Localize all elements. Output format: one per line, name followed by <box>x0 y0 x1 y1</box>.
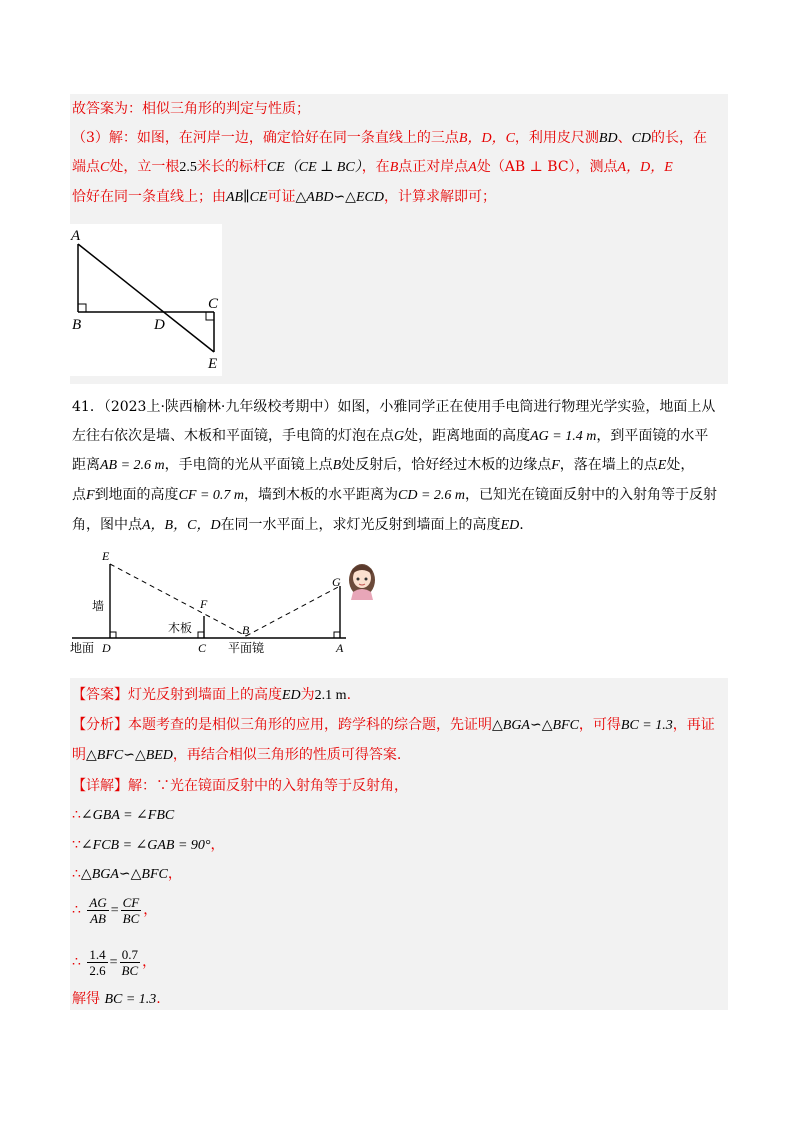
problem-line-1: 41．（2023上·陕西榆林·九年级校考期中）如图，小雅同学正在使用手电筒进行物理光学实验，地面上从 <box>72 399 716 415</box>
label-e: E <box>208 356 218 372</box>
detail-tag: 【详解】 <box>72 778 128 794</box>
detail-step-2: ∵∠FCB = ∠GAB = 90°， <box>72 837 225 853</box>
solution-line-3: 端点C处，立一根2.5米长的标杆CE（CE ⊥ BC），在B点正对岸点A处（AB ⊥ BC），测点A，D，E <box>72 159 673 175</box>
problem-line-2: 左往右依次是墙、木板和平面镜，手电筒的灯泡在点G处，距离地面的高度AG = 1.4 m，到平面镜的水平 <box>72 428 709 444</box>
label-mirror: 平面镜 <box>228 641 265 655</box>
detail-line-1: 【详解】解：∵光在镜面反射中的入射角等于反射角， <box>72 778 408 794</box>
label-a: A <box>71 228 81 244</box>
detail-step-1: ∴∠GBA = ∠FBC <box>72 807 175 823</box>
analysis-line-1: 【分析】本题考查的是相似三角形的应用，跨学科的综合题，先证明△BGA∽△BFC，可得BC = 1.3，再证 <box>72 717 715 733</box>
solution-line-2: （3）解：如图，在河岸一边，确定恰好在同一条直线上的三点B，D，C，利用皮尺测BD、CD的长，在 <box>72 130 708 146</box>
light-path-bg <box>246 586 340 636</box>
detail-step-5: ∴ $\frac{1.4}{2.6}$ = $\frac{0.7}{BC}$ ， <box>72 946 157 978</box>
figure-river-triangles <box>70 224 222 376</box>
label-d2: D <box>102 641 111 655</box>
label-f: F <box>200 597 208 611</box>
label-board: 木板 <box>168 621 193 635</box>
solution-line-1: 故答案为：相似三角形的判定与性质； <box>72 101 310 117</box>
label-c2: C <box>198 641 207 655</box>
fraction-07-bc: $\frac{0.7}{BC}$ <box>121 946 139 978</box>
right-angle-a <box>334 632 340 638</box>
label-b: B <box>72 317 82 333</box>
right-angle-c2 <box>198 632 204 638</box>
fraction-cf-bc: $\frac{CF}{BC}$ <box>122 894 140 926</box>
answer-line: 【答案】灯光反射到墙面上的高度ED为2.1 m. <box>72 687 352 703</box>
figure-light-reflection <box>66 546 386 658</box>
label-e2: E <box>102 549 110 563</box>
analysis-line-2: 明△BFC∽△BED，再结合相似三角形的性质可得答案. <box>72 747 402 763</box>
answer-tag: 【答案】 <box>72 687 128 703</box>
label-b2: B <box>242 623 250 637</box>
detail-step-4: ∴ $\frac{AG}{AB}$ = $\frac{CF}{BC}$ ， <box>72 894 158 926</box>
figure1-background <box>70 224 222 376</box>
label-g: G <box>332 575 341 589</box>
fraction-14-26: $\frac{1.4}{2.6}$ <box>89 946 106 978</box>
label-ground: 地面 <box>70 641 95 655</box>
label-c: C <box>208 296 219 312</box>
detail-step-6: 解得 BC = 1.3. <box>72 991 161 1007</box>
problem-line-3: 距离AB = 2.6 m，手电筒的光从平面镜上点B处反射后，恰好经过木板的边缘点F，落在墙上的点E处， <box>72 457 695 473</box>
analysis-tag: 【分析】 <box>72 717 128 733</box>
girl-illustration <box>349 564 375 600</box>
detail-step-3: ∴△BGA∽△BFC， <box>72 866 182 882</box>
right-angle-d <box>110 632 116 638</box>
problem-line-5: 角，图中点A，B，C，D在同一水平面上，求灯光反射到墙面上的高度ED. <box>72 517 524 533</box>
label-wall: 墙 <box>92 599 105 613</box>
solution-line-4: 恰好在同一条直线上；由AB∥CE可证△ABD∽△ECD，计算求解即可； <box>72 189 496 205</box>
problem-line-4: 点F到地面的高度CF = 0.7 m，墙到木板的水平距离为CD = 2.6 m，已知光在镜面反射中的入射角等于反射 <box>72 487 718 503</box>
fraction-ag-ab: $\frac{AG}{AB}$ <box>89 894 107 926</box>
label-d: D <box>154 317 165 333</box>
label-a2: A <box>336 641 344 655</box>
